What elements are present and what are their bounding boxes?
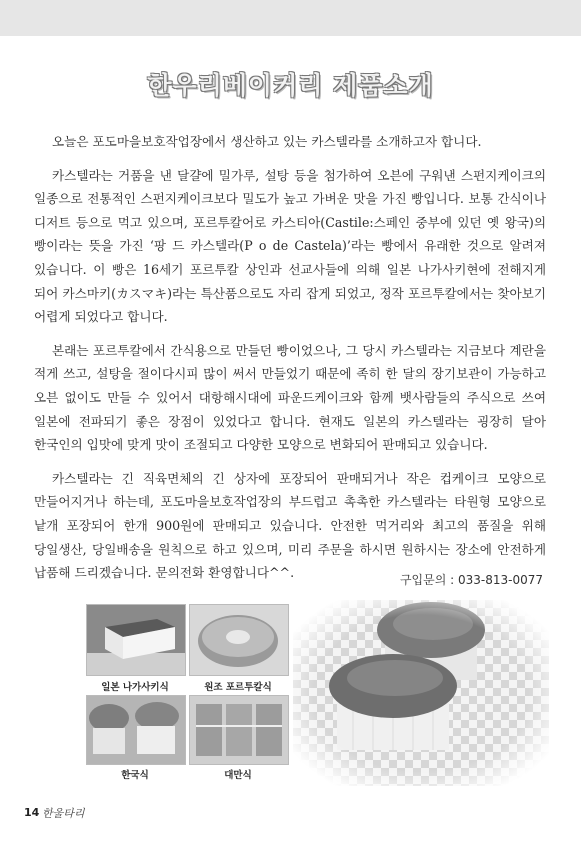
photo-castella-cupcakes xyxy=(293,600,549,786)
magazine-logo: 한울타리 xyxy=(42,807,85,820)
photo-portuguese-castella xyxy=(189,604,289,676)
page-number: 14 xyxy=(24,806,40,819)
caption-portuguese: 원조 포르투칼식 xyxy=(204,682,272,693)
caption-nagasaki: 일본 나가사키식 xyxy=(101,682,169,693)
paragraph-origin: 카스텔라는 거품을 낸 달걀에 밀가루, 설탕 등을 첨가하여 오븐에 구워낸 스펀지케이크의 일종으로 전통적인 스펀지케이크보다 밀도가 높고 가벼운 맛을 가진 빵입니다. 보통 간식이나 디저트 등으로 먹고 있으며, 포르투칼어로 카스티아(Castile:스페인 중부에 있던 옛 왕국)의 빵이라는 뜻을 가진 ‘팡 드 카스텔라(P o de Castela)’라는 빵에서 유래한 것으로 알려져 있습니다. 이 빵은 16세기 포르투칼 상인과 선교사들에 의해 일본 나가사키현에 전해지게 되어 카스마키(カスマキ)라는 특산품으로도 자리 잡게 되었고, 정작 포르투칼에서는 찾아보기 어렵게 되었다고 합니다. xyxy=(34,167,546,325)
paragraph-intro: 오늘은 포도마을보호작업장에서 생산하고 있는 카스텔라를 소개하고자 합니다. xyxy=(52,134,482,149)
photo-taiwan-castella xyxy=(189,695,289,765)
photo-korean-castella xyxy=(86,695,186,765)
paragraph-history: 본래는 포르투칼에서 간식용으로 만들던 빵이었으나, 그 당시 카스텔라는 지금보다 계란을 적게 쓰고, 설탕을 절이다시피 많이 써서 만들었기 때문에 족히 한 달의 장기보관이 가능하고 오븐 없이도 만들 수 있어서 대항해시대에 파운드케이크와 함께 뱃사람들의 주식으로 쓰여 일본에 전파되기 좋은 장점이 있었다고 합니다. 현재도 일본의 카스텔라는 굉장히 달아 한국인의 입맛에 맞게 맛이 조절되고 다양한 모양으로 변화되어 판매되고 있습니다. xyxy=(34,342,546,453)
photo-nagasaki-castella xyxy=(86,604,186,676)
caption-taiwan: 대만식 xyxy=(224,770,252,781)
contact-info: 구입문의 : 033-813-0077 xyxy=(399,573,543,587)
article-body xyxy=(34,130,546,595)
top-band xyxy=(0,0,581,36)
caption-korean: 한국식 xyxy=(121,770,149,781)
page-title: 한우리베이커리 제품소개 xyxy=(147,71,434,100)
paragraph-product: 카스텔라는 긴 직육면체의 긴 상자에 포장되어 판매되거나 작은 컵케이크 모양으로 만들어지거나 하는데, 포도마을보호작업장의 부드럽고 촉촉한 카스텔라는 타원형 모양으로 낱개 포장되어 한개 900원에 판매되고 있습니다. 안전한 먹거리와 최고의 품질을 위해 당일생산, 당일배송을 원칙으로 하고 있으며, 미리 주문을 하시면 원하시는 장소에 안전하게 납품해 드리겠습니다. 문의전화 환영합니다^^. xyxy=(34,470,546,581)
